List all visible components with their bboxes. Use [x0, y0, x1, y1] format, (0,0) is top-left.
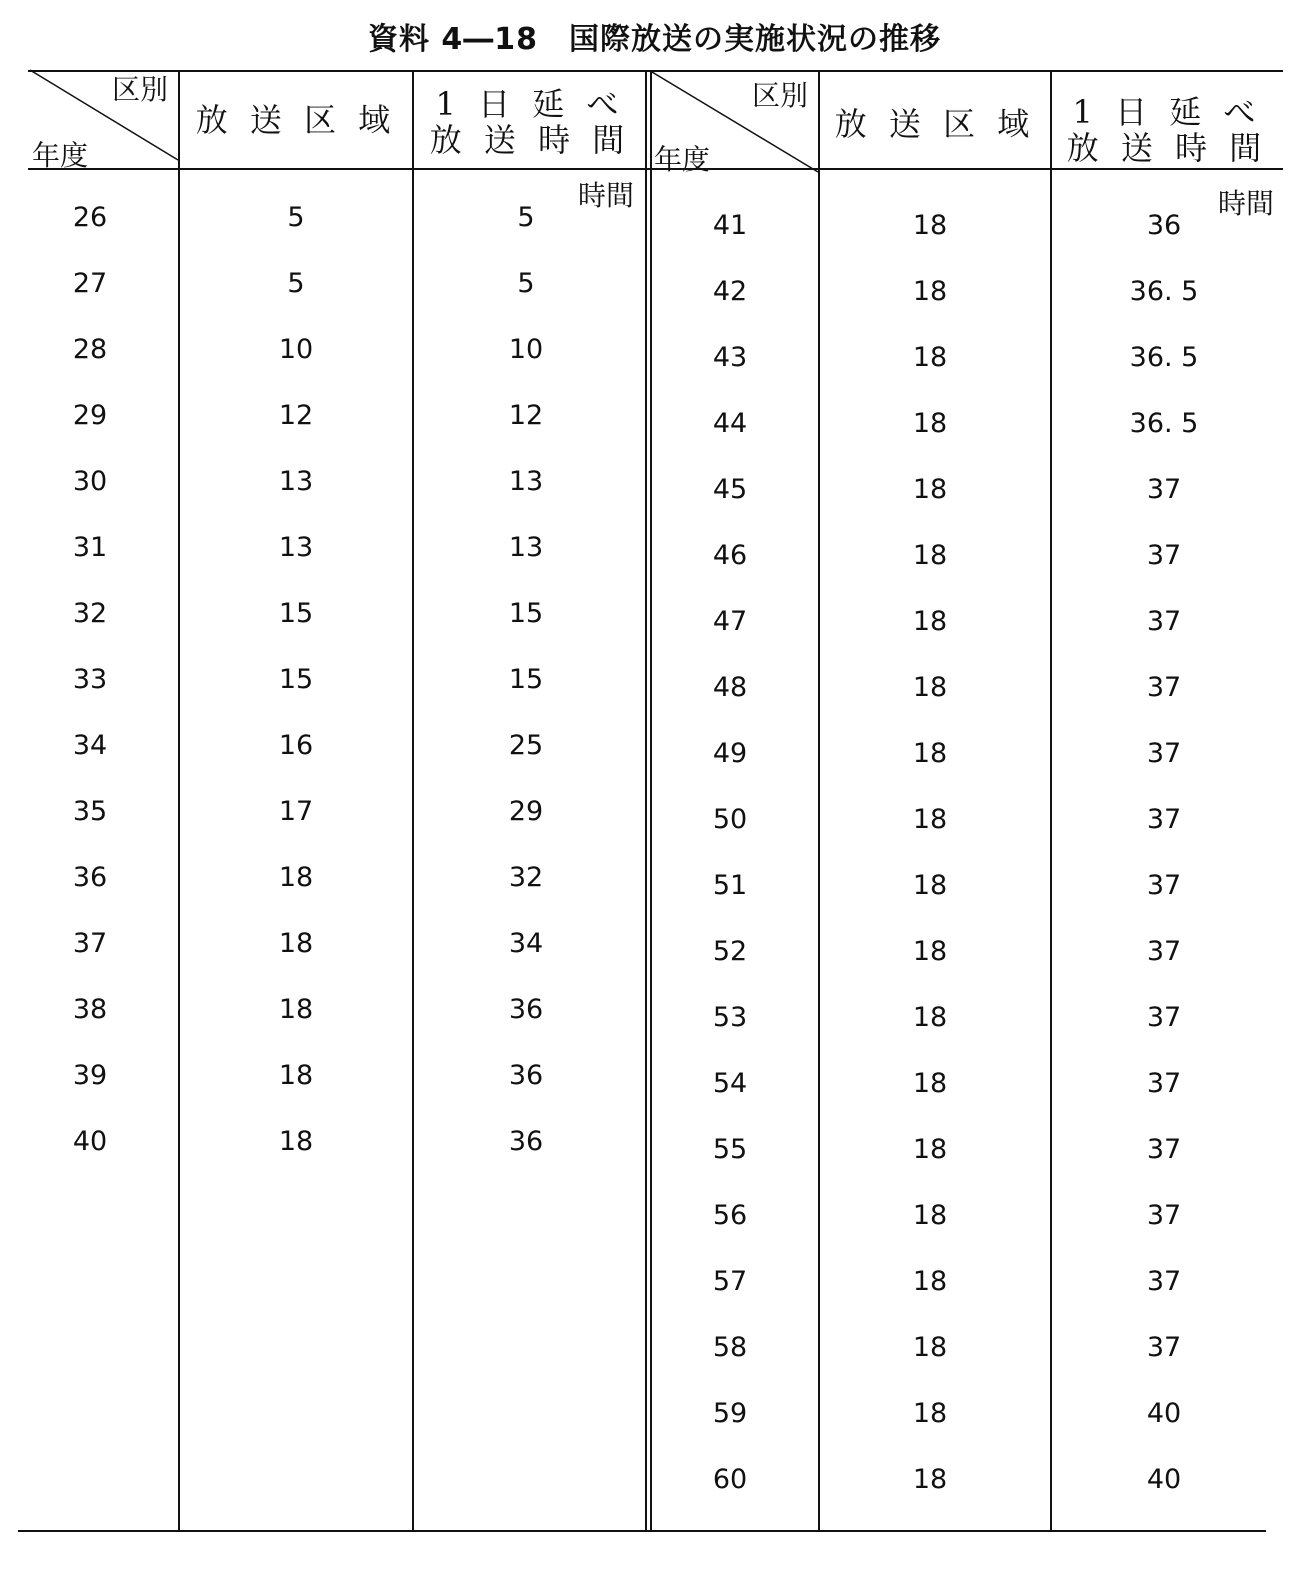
left-year-cell: 38	[72, 994, 108, 1025]
right-areas-cell: 18	[912, 1398, 948, 1429]
left-areas-cell: 18	[278, 1060, 314, 1091]
right-hours-cell: 40	[1146, 1398, 1182, 1429]
right-areas-cell: 18	[912, 738, 948, 769]
left-year-cell: 29	[72, 400, 108, 431]
left-year-cell: 37	[72, 928, 108, 959]
right-corner-top-label: 区別	[752, 79, 809, 112]
right-year-cell: 51	[712, 870, 748, 901]
left-hours-cell: 36	[508, 994, 544, 1025]
left-areas-cell: 18	[278, 994, 314, 1025]
left-year-cell: 26	[72, 202, 108, 233]
right-year-cell: 54	[712, 1068, 748, 1099]
left-hours-header-line1: 1 日 延 べ	[435, 85, 625, 123]
left-hours-cell: 13	[508, 532, 544, 563]
left-hours-cell: 25	[508, 730, 544, 761]
left-year-cell: 34	[72, 730, 108, 761]
right-areas-cell: 18	[912, 276, 948, 307]
left-hours-cell: 29	[508, 796, 544, 827]
right-year-cell: 41	[712, 210, 748, 241]
right-year-cell: 52	[712, 936, 748, 967]
right-hours-cell: 37	[1146, 606, 1182, 637]
left-area-header: 放 送 区 域	[195, 101, 397, 139]
left-areas-cell: 18	[278, 1126, 314, 1157]
right-areas-cell: 18	[912, 1200, 948, 1231]
left-areas-cell: 15	[278, 598, 314, 629]
right-areas-cell: 18	[912, 606, 948, 637]
left-year-cell: 35	[72, 796, 108, 827]
left-year-cell: 32	[72, 598, 108, 629]
left-hours-cell: 13	[508, 466, 544, 497]
left-areas-cell: 15	[278, 664, 314, 695]
right-hours-cell: 40	[1146, 1464, 1182, 1495]
right-corner-bottom-label: 年度	[654, 143, 711, 176]
right-year-cell: 48	[712, 672, 748, 703]
right-hours-cell: 36	[1146, 210, 1182, 241]
left-hours-cell: 5	[517, 202, 535, 233]
right-year-cell: 55	[712, 1134, 748, 1165]
right-hours-cell: 37	[1146, 738, 1182, 769]
right-areas-cell: 18	[912, 342, 948, 373]
right-year-cell: 50	[712, 804, 748, 835]
right-hours-cell: 37	[1146, 1332, 1182, 1363]
right-year-cell: 45	[712, 474, 748, 505]
left-areas-cell: 10	[278, 334, 314, 365]
left-year-cell: 31	[72, 532, 108, 563]
left-areas-cell: 16	[278, 730, 314, 761]
left-hours-cell: 10	[508, 334, 544, 365]
right-year-cell: 58	[712, 1332, 748, 1363]
right-hours-header-line1: 1 日 延 べ	[1072, 93, 1262, 131]
page-title: 資料 4―18 国際放送の実施状況の推移	[367, 22, 942, 57]
right-hours-cell: 37	[1146, 1200, 1182, 1231]
left-areas-cell: 5	[287, 202, 305, 233]
left-areas-cell: 17	[278, 796, 314, 827]
right-areas-cell: 18	[912, 540, 948, 571]
right-areas-cell: 18	[912, 936, 948, 967]
left-areas-cell: 18	[278, 862, 314, 893]
right-hours-cell: 36. 5	[1129, 342, 1199, 373]
left-year-cell: 28	[72, 334, 108, 365]
left-year-cell: 33	[72, 664, 108, 695]
left-areas-cell: 5	[287, 268, 305, 299]
left-areas-cell: 13	[278, 532, 314, 563]
right-hours-cell: 37	[1146, 1266, 1182, 1297]
right-year-cell: 43	[712, 342, 748, 373]
right-hours-unit: 時間	[1218, 187, 1275, 220]
left-year-cell: 40	[72, 1126, 108, 1157]
left-hours-cell: 15	[508, 664, 544, 695]
right-year-cell: 60	[712, 1464, 748, 1495]
right-year-cell: 47	[712, 606, 748, 637]
left-year-cell: 27	[72, 268, 108, 299]
left-hours-cell: 36	[508, 1126, 544, 1157]
right-year-cell: 53	[712, 1002, 748, 1033]
right-year-cell: 46	[712, 540, 748, 571]
right-area-header: 放 送 区 域	[834, 105, 1036, 143]
right-hours-cell: 37	[1146, 804, 1182, 835]
right-areas-cell: 18	[912, 474, 948, 505]
right-areas-cell: 18	[912, 1266, 948, 1297]
left-hours-header-line2: 放 送 時 間	[429, 121, 631, 159]
left-hours-cell: 32	[508, 862, 544, 893]
right-areas-cell: 18	[912, 1002, 948, 1033]
left-hours-cell: 12	[508, 400, 544, 431]
right-year-cell: 56	[712, 1200, 748, 1231]
right-year-cell: 42	[712, 276, 748, 307]
right-hours-cell: 37	[1146, 1068, 1182, 1099]
right-areas-cell: 18	[912, 210, 948, 241]
left-year-cell: 39	[72, 1060, 108, 1091]
right-hours-cell: 37	[1146, 474, 1182, 505]
left-hours-cell: 36	[508, 1060, 544, 1091]
right-hours-cell: 36. 5	[1129, 408, 1199, 439]
right-hours-cell: 36. 5	[1129, 276, 1199, 307]
right-year-cell: 44	[712, 408, 748, 439]
left-corner-bottom-label: 年度	[32, 139, 89, 172]
left-year-cell: 30	[72, 466, 108, 497]
left-hours-cell: 34	[508, 928, 544, 959]
left-year-cell: 36	[72, 862, 108, 893]
right-hours-cell: 37	[1146, 1134, 1182, 1165]
left-hours-cell: 15	[508, 598, 544, 629]
right-year-cell: 57	[712, 1266, 748, 1297]
left-areas-cell: 13	[278, 466, 314, 497]
right-year-cell: 49	[712, 738, 748, 769]
right-hours-cell: 37	[1146, 672, 1182, 703]
right-year-cell: 59	[712, 1398, 748, 1429]
right-areas-cell: 18	[912, 672, 948, 703]
left-hours-unit: 時間	[578, 179, 635, 212]
right-areas-cell: 18	[912, 1464, 948, 1495]
left-hours-cell: 5	[517, 268, 535, 299]
right-hours-cell: 37	[1146, 1002, 1182, 1033]
right-areas-cell: 18	[912, 408, 948, 439]
left-corner-top-label: 区別	[112, 73, 169, 106]
right-hours-header-line2: 放 送 時 間	[1066, 129, 1268, 167]
right-hours-cell: 37	[1146, 540, 1182, 571]
right-areas-cell: 18	[912, 1332, 948, 1363]
right-hours-cell: 37	[1146, 870, 1182, 901]
right-areas-cell: 18	[912, 870, 948, 901]
left-areas-cell: 12	[278, 400, 314, 431]
left-areas-cell: 18	[278, 928, 314, 959]
right-areas-cell: 18	[912, 804, 948, 835]
right-areas-cell: 18	[912, 1134, 948, 1165]
right-hours-cell: 37	[1146, 936, 1182, 967]
right-areas-cell: 18	[912, 1068, 948, 1099]
